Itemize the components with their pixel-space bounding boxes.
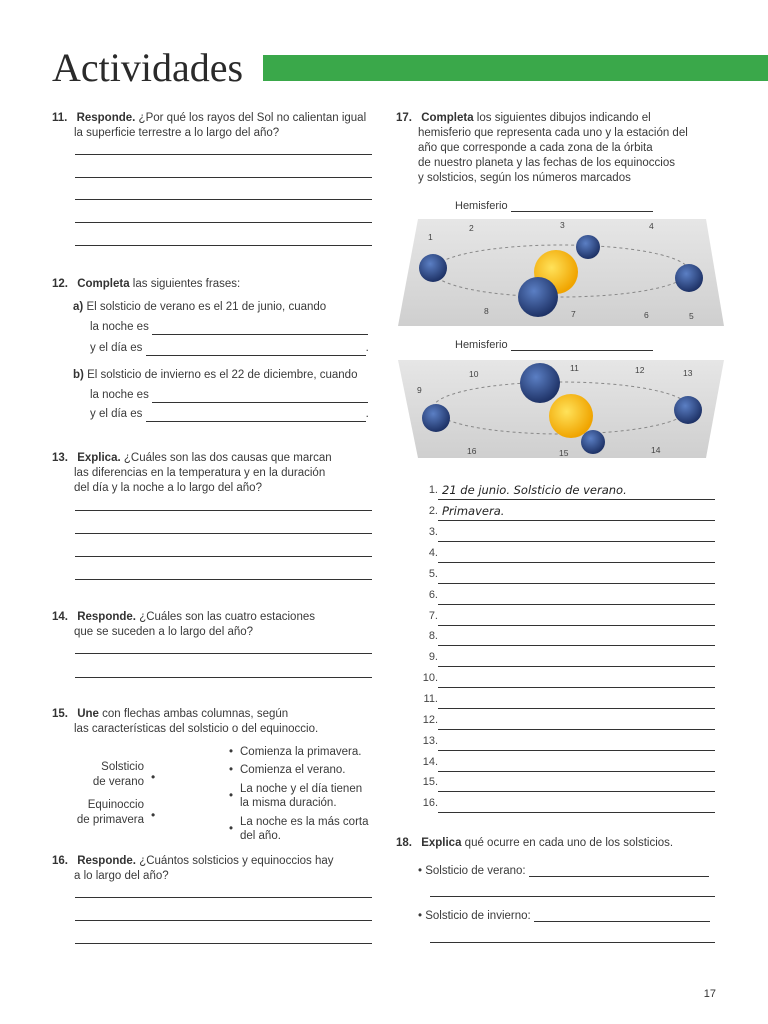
title-bar: [263, 55, 768, 81]
diagram-number: 1: [428, 232, 433, 242]
answer-line-item[interactable]: 1. 21 de junio. Solsticio de verano.: [418, 484, 715, 500]
answer-line-item[interactable]: 5.: [418, 568, 715, 584]
diagram-number: 7: [571, 309, 576, 319]
answer-line[interactable]: [430, 942, 715, 943]
question-14: 14. Responde. ¿Cuáles son las cuatro estaciones que se suceden a lo largo del año?: [52, 611, 315, 638]
diagram-number: 2: [469, 223, 474, 233]
earth: [520, 363, 560, 403]
diagram-number: 9: [417, 385, 422, 395]
answer-line[interactable]: [75, 154, 372, 155]
answer-line-item[interactable]: 13.: [418, 735, 715, 751]
q12-b-noche: la noche es: [90, 388, 368, 403]
answer-line-item[interactable]: 9.: [418, 651, 715, 667]
q18-item-invierno: • Solsticio de invierno:: [418, 909, 710, 922]
orbit-diagram-2: [396, 358, 726, 462]
earth: [576, 235, 600, 259]
blank-field[interactable]: [511, 338, 653, 351]
diagram-number: 16: [467, 446, 477, 456]
diagram-number: 10: [469, 369, 479, 379]
connector-dot[interactable]: •: [151, 770, 156, 784]
q15-left-solsticio: Solsticio de verano: [92, 761, 144, 788]
question-16: 16. Responde. ¿Cuántos solsticios y equinoccios hay a lo largo del año?: [52, 855, 334, 882]
diagram-number: 11: [570, 363, 579, 373]
blank-field[interactable]: [146, 409, 366, 422]
answer-line-item[interactable]: 12.: [418, 714, 715, 730]
blank-field[interactable]: [534, 909, 710, 922]
diagram-number: 5: [689, 311, 694, 321]
earth: [422, 404, 450, 432]
answer-line[interactable]: [75, 222, 372, 223]
answer-line[interactable]: [75, 510, 372, 511]
answer-line-item[interactable]: 4.: [418, 547, 715, 563]
answer-line[interactable]: [75, 556, 372, 557]
orbit-diagram-1: [396, 216, 726, 328]
q12-a-noche: la noche es: [90, 320, 368, 335]
earth: [581, 430, 605, 454]
answer-line[interactable]: [75, 653, 372, 654]
question-12: 12. Completa las siguientes frases:: [52, 278, 241, 290]
q15-right-item[interactable]: • Comienza el verano.: [229, 764, 346, 776]
q12-b: b) El solsticio de invierno es el 22 de diciembre, cuando: [73, 369, 358, 381]
q12-b-dia: y el día es .: [90, 408, 369, 420]
earth: [675, 264, 703, 292]
answer-line-item[interactable]: 16.: [418, 797, 715, 813]
blank-field[interactable]: [152, 390, 368, 403]
answer-line[interactable]: [75, 920, 372, 921]
q18-item-verano: • Solsticio de verano:: [418, 864, 709, 877]
answer-line[interactable]: [75, 199, 372, 200]
answer-line-item[interactable]: 10.: [418, 672, 715, 688]
diagram-number: 8: [484, 306, 489, 316]
page-title: Actividades: [52, 45, 244, 90]
answer-line[interactable]: [75, 533, 372, 534]
diagram-number: 4: [649, 221, 654, 231]
diagram-number: 15: [559, 448, 569, 458]
question-11: 11. Responde. ¿Por qué los rayos del Sol no calientan igual la superficie terrestre a lo largo del año?: [52, 112, 367, 139]
diagram-number: 6: [644, 310, 649, 320]
diagram-number: 14: [651, 445, 661, 455]
page-number: 17: [703, 988, 716, 1000]
q15-right-item[interactable]: • La noche y el día tienen la misma duración.: [229, 783, 363, 809]
answer-line[interactable]: [75, 579, 372, 580]
diagram-number: 13: [683, 368, 693, 378]
answer-line-item[interactable]: 6.: [418, 589, 715, 605]
answer-line[interactable]: [75, 245, 372, 246]
connector-dot[interactable]: •: [151, 808, 156, 822]
answer-line-item[interactable]: 15.: [418, 776, 715, 792]
answer-line-item[interactable]: 11.: [418, 693, 715, 709]
earth: [674, 396, 702, 424]
earth: [518, 277, 558, 317]
q15-right-item[interactable]: • La noche es la más corta del año.: [229, 816, 369, 842]
diagram-number: 3: [560, 220, 565, 230]
answer-line-item[interactable]: 3.: [418, 526, 715, 542]
q15-right-item[interactable]: • Comienza la primavera.: [229, 746, 362, 758]
question-17: 17. Completa los siguientes dibujos indicando el hemisferio que representa cada uno y la estación del año que corresponde a cada zona de la órbita de nuestro planeta y las fechas de los equinoccios y solsticios, según los números marcados: [396, 112, 688, 184]
diagram-number: 12: [635, 365, 645, 375]
blank-field[interactable]: [529, 864, 709, 877]
q12-a: a) El solsticio de verano es el 21 de junio, cuando: [73, 301, 327, 313]
answer-line-item[interactable]: 7.: [418, 610, 715, 626]
answer-line-item[interactable]: 2. Primavera.: [418, 505, 715, 521]
answer-line[interactable]: [430, 896, 715, 897]
answer-line[interactable]: [75, 177, 372, 178]
hemisferio-label-1: Hemisferio: [455, 199, 653, 212]
answer-line-item[interactable]: 8.: [418, 630, 715, 646]
answer-line-item[interactable]: 14.: [418, 756, 715, 772]
earth: [419, 254, 447, 282]
q15-left-equinoccio: Equinoccio de primavera: [76, 799, 144, 826]
question-13: 13. Explica. ¿Cuáles son las dos causas que marcan las diferencias en la temperatura y en la duración del día y la noche a lo largo del año?: [52, 452, 332, 494]
answer-line[interactable]: [75, 677, 372, 678]
hemisferio-label-2: Hemisferio: [455, 338, 653, 351]
blank-field[interactable]: [152, 322, 368, 335]
blank-field[interactable]: [146, 343, 366, 356]
answer-line[interactable]: [75, 897, 372, 898]
answer-line[interactable]: [75, 943, 372, 944]
question-15: 15. Une con flechas ambas columnas, según las características del solsticio o del equinoccio.: [52, 708, 319, 735]
q12-a-dia: y el día es .: [90, 342, 369, 354]
sun: [549, 394, 593, 438]
question-18: 18. Explica qué ocurre en cada uno de los solsticios.: [396, 837, 674, 849]
blank-field[interactable]: [511, 199, 653, 212]
